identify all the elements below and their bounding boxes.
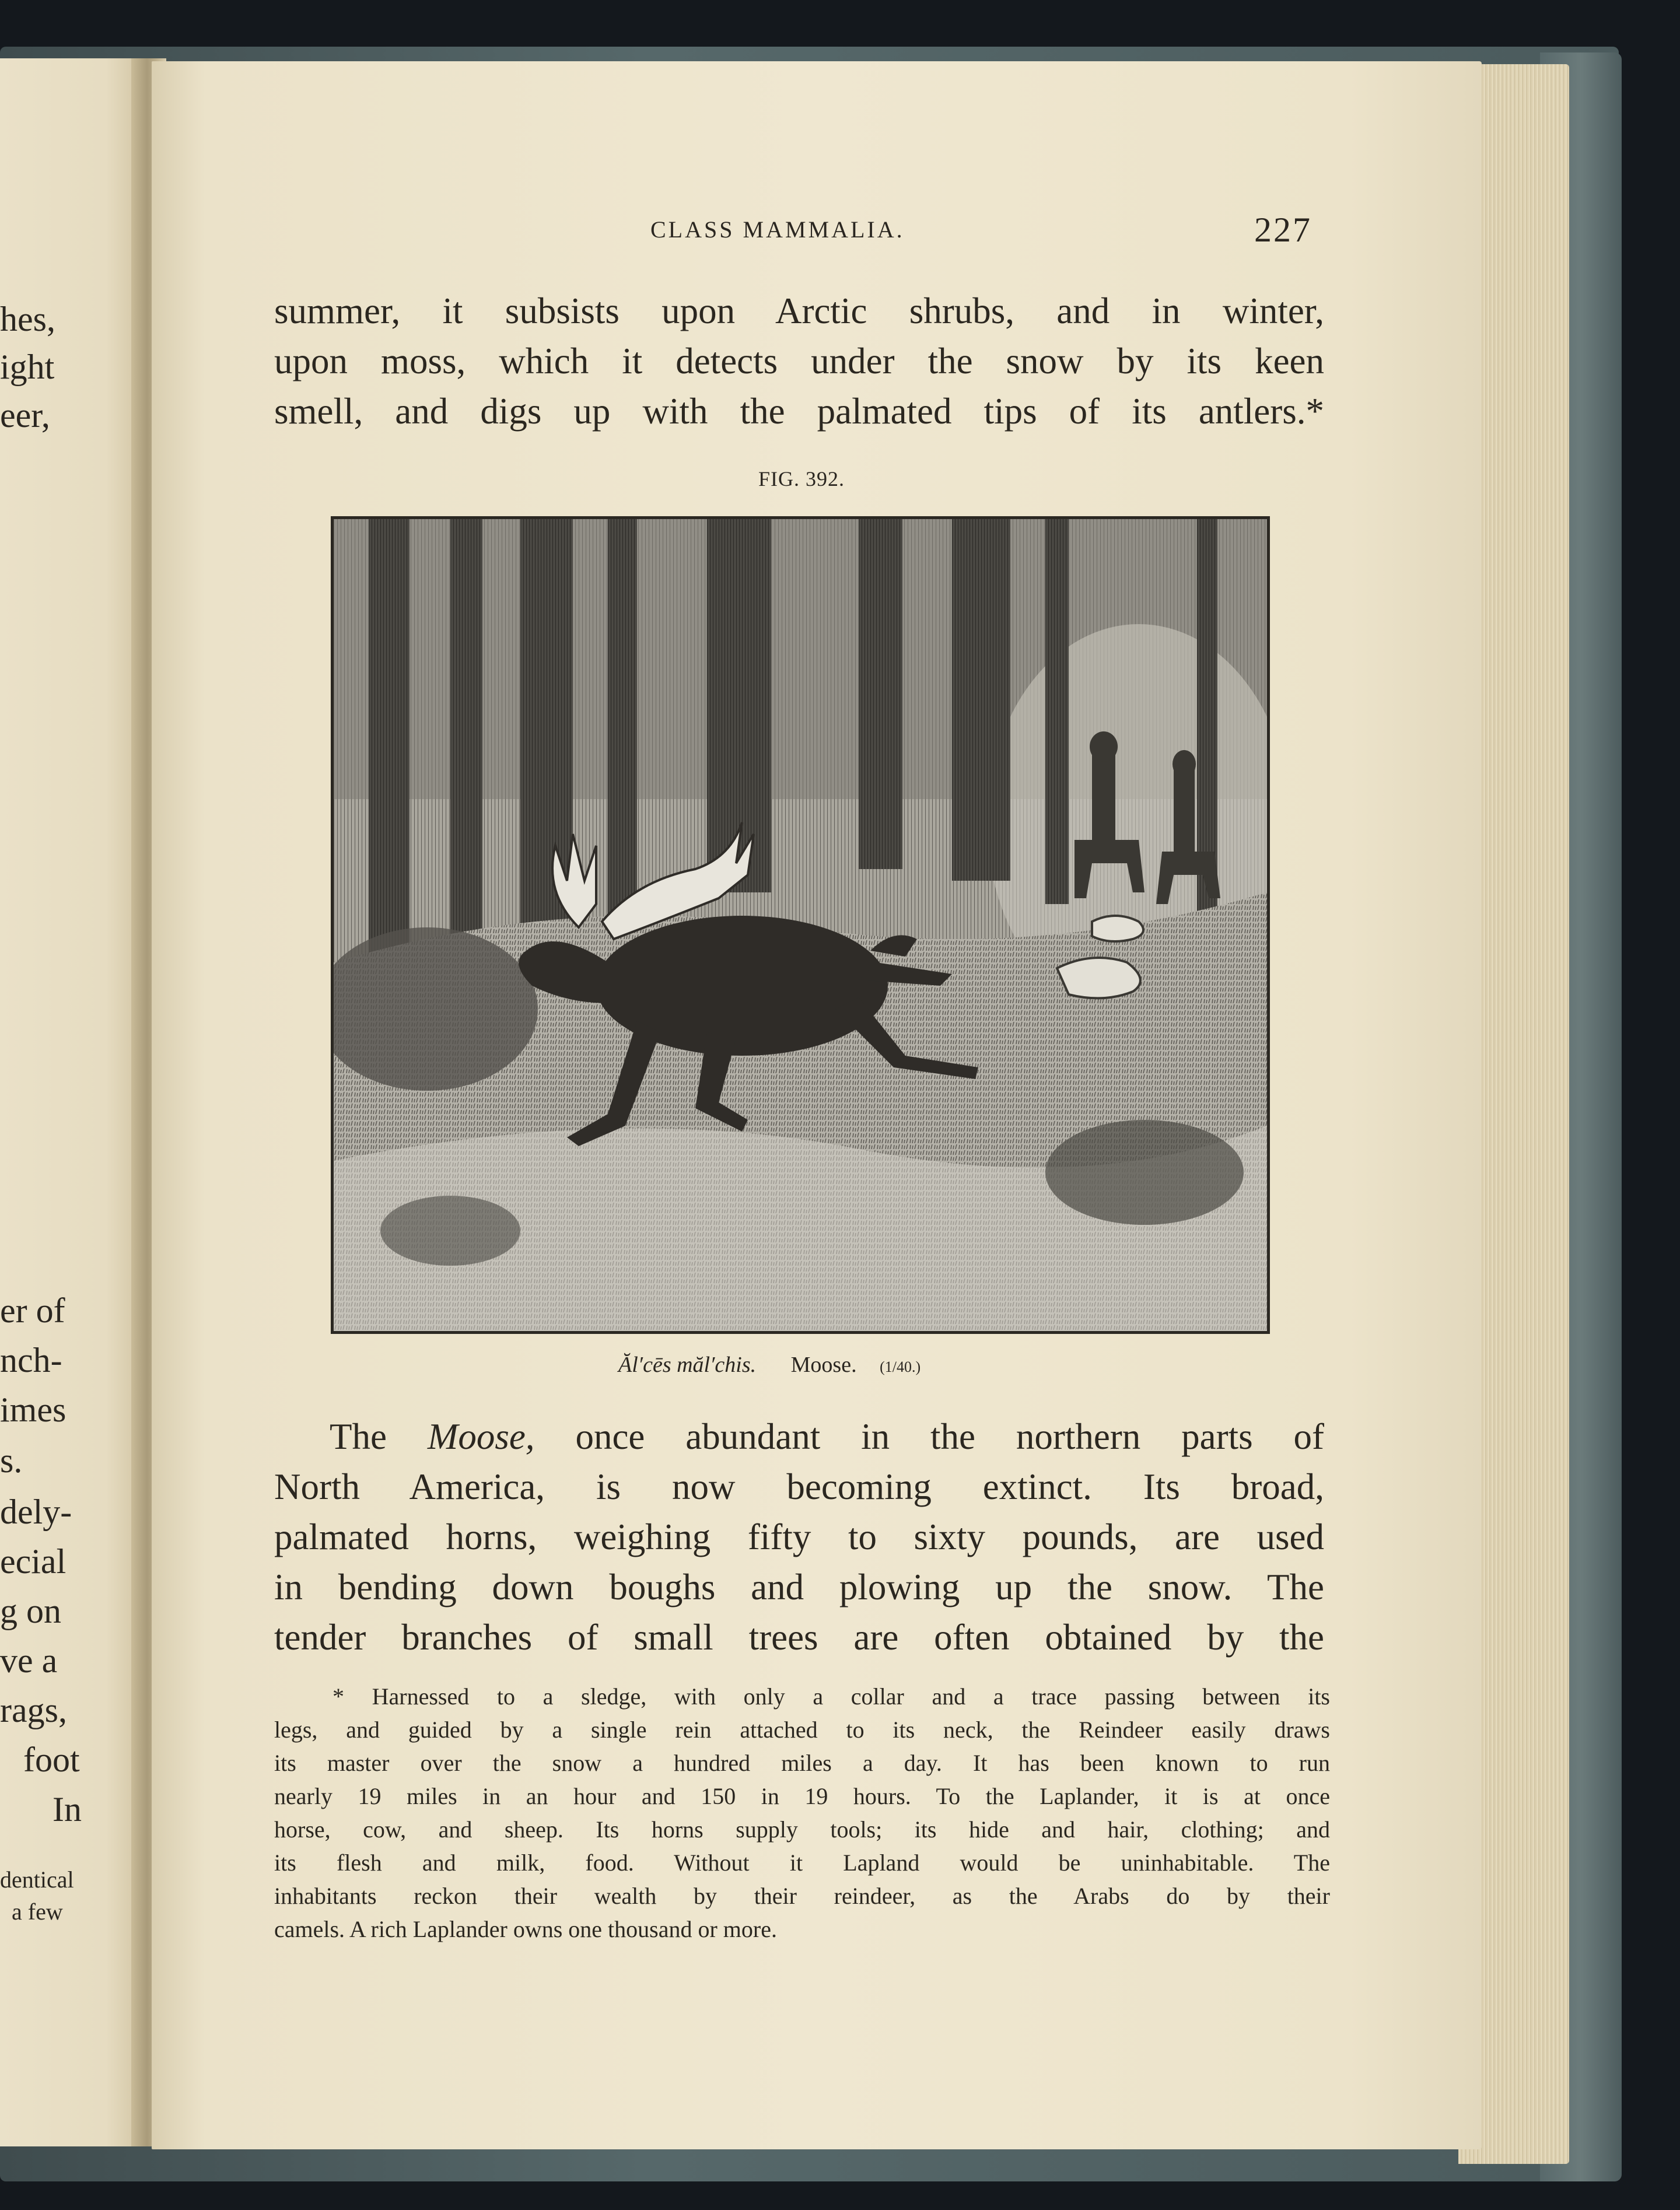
moose-engraving <box>331 516 1270 1334</box>
text-line: smell, and digs up with the palmated tips of its antlers.* <box>274 391 1324 432</box>
left-page-fragment: foot <box>23 1740 80 1779</box>
text-line <box>274 1412 1324 1462</box>
left-page-fragment: rags, <box>0 1691 67 1729</box>
left-page-fragment: ight <box>0 348 55 386</box>
figure-caption <box>618 1352 921 1378</box>
top-paragraph <box>274 286 1324 436</box>
left-page-fragment: g on <box>0 1592 61 1630</box>
left-page <box>0 58 152 2146</box>
left-page-footnote-fragment: a few <box>12 1899 63 1925</box>
footnote-line: horse, cow, and sheep. Its horns supply tools; its hide and hair, clothing; and <box>274 1816 1330 1843</box>
left-page-fragment: hes, <box>0 300 55 338</box>
footnote-line: * Harnessed to a sledge, with only a collar and a trace passing between its <box>332 1683 1330 1710</box>
left-page-footnote-fragment: dentical <box>0 1866 74 1893</box>
left-page-fragment: eer, <box>0 396 50 435</box>
page-number: 227 <box>1254 211 1312 249</box>
footnote-line: legs, and guided by a single rein attached to its neck, the Reindeer easily draws <box>274 1717 1330 1743</box>
caption-common-name: Moose. <box>790 1353 857 1377</box>
text-line: summer, it subsists upon Arctic shrubs, and in winter, <box>274 290 1324 331</box>
left-page-fragment: imes <box>0 1391 66 1429</box>
left-page-fragment: s. <box>0 1441 23 1480</box>
text-line: tender branches of small trees are often obtained by the <box>274 1617 1324 1658</box>
text-line: North America, is now becoming extinct. Its broad, <box>274 1466 1324 1507</box>
text-run: once abundant in the northern parts of <box>534 1416 1324 1457</box>
moose-paragraph <box>274 1412 1324 1662</box>
text-line: in bending down boughs and plowing up the snow. The <box>274 1567 1324 1607</box>
footnote <box>274 1680 1330 1946</box>
footnote-line: its flesh and milk, food. Without it Lapland would be uninhabitable. The <box>274 1850 1330 1876</box>
caption-scale: (1/40.) <box>880 1358 921 1375</box>
figure-label: FIG. 392. <box>758 467 845 491</box>
left-page-fragment: dely- <box>0 1493 72 1531</box>
left-page-fragment: nch- <box>0 1341 62 1379</box>
left-page-fragment: ecial <box>0 1542 66 1581</box>
text-line: palmated horns, weighing fifty to sixty pounds, are used <box>274 1516 1324 1557</box>
caption-scientific-name: Ăl′cēs măl′chis. <box>618 1353 757 1377</box>
footnote-line: nearly 19 miles in an hour and 150 in 19 hours. To the Laplander, it is at once <box>274 1783 1330 1809</box>
running-title: CLASS MAMMALIA. <box>650 216 905 243</box>
text-run: The <box>330 1416 428 1457</box>
left-page-fragment: In <box>52 1790 82 1829</box>
left-page-fragment: ve a <box>0 1641 58 1680</box>
footnote-line: its master over the snow a hundred miles a day. It has been known to run <box>274 1750 1330 1776</box>
footnote-line: inhabitants reckon their wealth by their reindeer, as the Arabs do by their <box>274 1883 1330 1909</box>
footnote-line: camels. A rich Laplander owns one thousand or more. <box>274 1916 777 1942</box>
italic-term-moose: Moose, <box>427 1416 535 1457</box>
text-line: upon moss, which it detects under the snow by its keen <box>274 341 1324 381</box>
left-page-fragment: er of <box>0 1291 65 1330</box>
